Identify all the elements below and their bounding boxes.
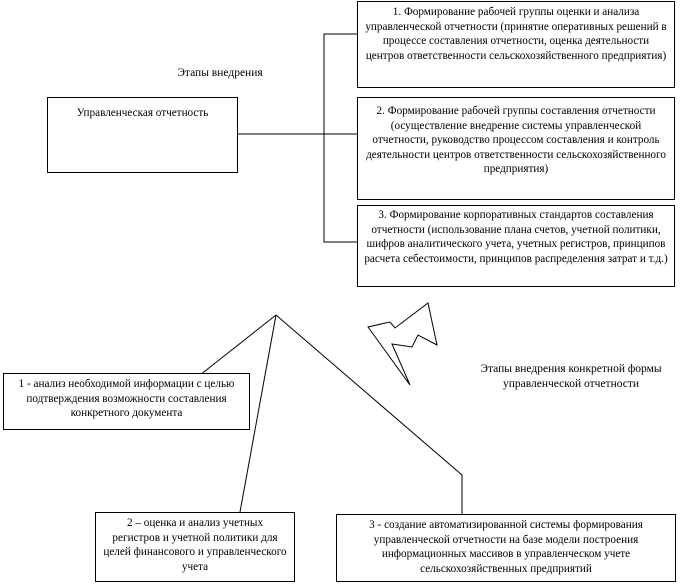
bottom-caption: Этапы внедрения конкретной формы управленческой отчетности bbox=[480, 363, 662, 390]
top-caption: Этапы внедрения bbox=[177, 67, 263, 79]
stage-box-1: 1. Формирование рабочей группы оценки и анализа управленческой отчетности (принятие оперативных решений в процессе составления отчетности, оценка деятельности центров ответственности сельскохозяйственного предприятия) bbox=[357, 1, 675, 88]
bracket-line bbox=[324, 34, 357, 242]
stage-box-3: 3. Формирование корпоративных стандартов составления отчетности (использование плана счетов, учетной политики, шифров аналитического учета, учетных регистров, принципов расчета себестоимости, принципов распределения затрат и т.д.) bbox=[357, 205, 675, 287]
stage-box-2: 2. Формирование рабочей группы составления отчетности (осуществление внедрение системы управленческой отчетности, руководство процессом составления и контроль деятельности центров ответственности сельскохозяйственного предприятия) bbox=[357, 97, 675, 200]
root-box: Управленческая отчетность bbox=[47, 97, 238, 173]
zigzag-arrow-shape bbox=[368, 303, 437, 385]
step-box-1: 1 - анализ необходимой информации с целью подтверждения возможности составления конкретного документа bbox=[3, 373, 250, 430]
step-box-2: 2 – оценка и анализ учетных регистров и учетной политики для целей финансового и управленческого учета bbox=[95, 512, 295, 582]
step-box-3: 3 - создание автоматизированной системы формирования управленческой отчетности на базе модели построения информационных массивов в управленческом учете сельскохозяйственных предприятий bbox=[336, 514, 676, 582]
